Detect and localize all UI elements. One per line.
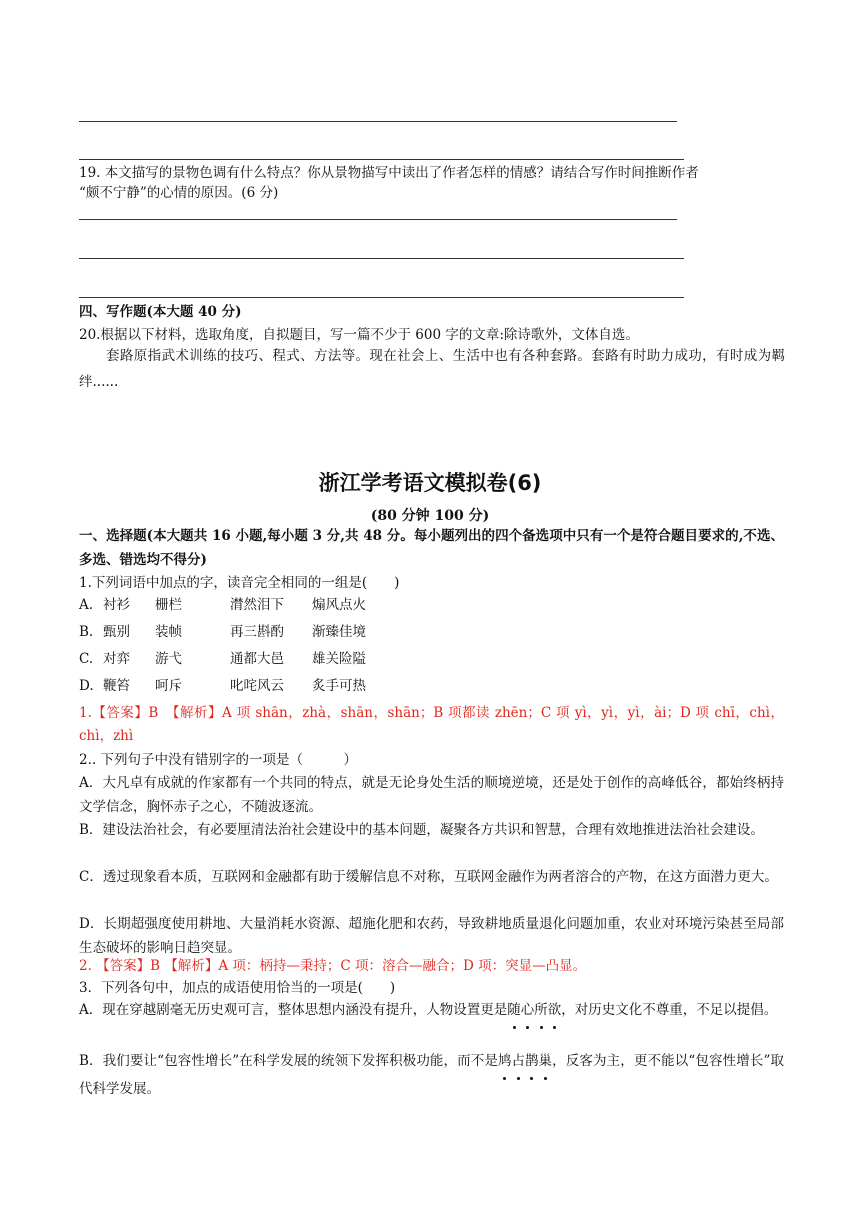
answer-line <box>79 297 684 298</box>
question-19-line-2: “颇不宁静”的心情的原因。(6 分) <box>79 185 279 201</box>
answer-line <box>79 121 677 122</box>
dotted-idiom <box>507 1002 561 1018</box>
option-word: 游弋 <box>155 651 182 667</box>
option-word: 渐臻佳境 <box>312 624 366 640</box>
question-2-stem: 2.. 下列句子中没有错别字的一项是（ ） <box>79 752 357 768</box>
option-label: B. <box>79 624 94 640</box>
emphasis-char: 鹊 <box>525 1047 539 1075</box>
exam-title: 浙江学考语文模拟卷(6) <box>318 471 542 495</box>
option-word: 雄关险隘 <box>312 651 366 667</box>
emphasis-char: 巢 <box>539 1047 553 1075</box>
option-text: ，反客为主，更不能以“包容性增长”取代科学发展。 <box>79 1053 784 1097</box>
question-2-option-b: B．建设法治社会，有必要厘清法治社会建设中的基本问题，凝聚各方共识和智慧，合理有效地推进法治社会建设。 <box>79 822 764 838</box>
option-word: 再三斟酌 <box>230 624 284 640</box>
section-1-heading: 一、选择题(本大题共 16 小题,每小题 3 分,共 48 分。每小题列出的四个备选项中只有一个是符合题目要求的,不选、多选、错选均不得分) <box>79 528 784 568</box>
option-text: ，对历史文化不尊重，不足以提倡。 <box>561 1002 778 1018</box>
option-label: D. <box>79 678 94 694</box>
question-3-stem: 3．下列各句中，加点的成语使用恰当的一项是( ) <box>79 980 396 996</box>
emphasis-char: 所 <box>534 996 548 1024</box>
option-word: 炙手可热 <box>312 678 366 694</box>
option-text: B．我们要让“包容性增长”在科学发展的统领下发挥积极功能，而不是 <box>79 1053 499 1069</box>
emphasis-char: 欲 <box>548 996 562 1024</box>
emphasis-char: 随 <box>507 996 521 1024</box>
option-word: 装帧 <box>155 624 182 640</box>
answer-line <box>79 258 684 259</box>
question-2-option-c: C．透过现象看本质，互联网和金融都有助于缓解信息不对称，互联网金融作为两者溶合的产物，在这方面潜力更大。 <box>79 869 778 885</box>
question-19-line-1: 19. 本文描写的景物色调有什么特点？你从景物描写中读出了作者怎样的情感？请结合写作时间推断作者 <box>79 165 699 181</box>
option-word: 呵斥 <box>155 678 182 694</box>
exam-subtitle: (80 分钟 100 分) <box>370 508 490 524</box>
option-word: 煽风点火 <box>312 597 366 613</box>
option-label: A. <box>79 597 94 613</box>
option-word: 叱咤风云 <box>230 678 284 694</box>
question-1-answer: 1.【答案】B 【解析】A 项 shān，zhà，shān，shān；B 项都读 zhēn；C 项 yì，yì，yì，ài；D 项 chī，chì，chì，zhì <box>79 705 784 744</box>
option-word: 潸然泪下 <box>230 597 284 613</box>
emphasis-char: 心 <box>521 996 535 1024</box>
question-2-option-d: D．长期超强度使用耕地、大量消耗水资源、超施化肥和农药，导致耕地质量退化问题加重，农业对环境污染甚至局部生态破坏的影响日趋突显。 <box>79 916 784 956</box>
answer-line <box>79 219 677 220</box>
option-text: A．现在穿越剧毫无历史观可言，整体思想内涵没有提升，人物设置更是 <box>79 1002 508 1018</box>
option-label: C. <box>79 651 94 667</box>
section-4-heading: 四、写作题(本大题 40 分) <box>79 304 242 320</box>
option-word: 衬衫 <box>103 597 130 613</box>
emphasis-char: 鸠 <box>498 1047 512 1075</box>
option-word: 通都大邑 <box>230 651 284 667</box>
question-1-stem: 1.下列词语中加点的字，读音完全相同的一组是( ) <box>79 575 400 591</box>
question-20: 20.根据以下材料，选取角度，自拟题目，写一篇不少于 600 字的文章:除诗歌外，文体自选。 <box>79 327 639 343</box>
option-word: 对弈 <box>103 651 130 667</box>
question-20-material: 套路原指武术训练的技巧、程式、方法等。现在社会上、生活中也有各种套路。套路有时助力成功，有时成为羁绊...... <box>79 348 785 390</box>
answer-line <box>79 159 684 160</box>
option-word: 栅栏 <box>155 597 182 613</box>
option-word: 鞭笞 <box>103 678 130 694</box>
option-word: 甄别 <box>103 624 130 640</box>
dotted-idiom <box>498 1053 552 1069</box>
question-2-answer: 2. 【答案】B 【解析】A 项：柄持—秉持；C 项：溶合—融合；D 项：突显—凸显。 <box>79 958 587 974</box>
question-2-option-a: A．大凡卓有成就的作家都有一个共同的特点，就是无论身处生活的顺境逆境，还是处于创作的高峰低谷，都始终柄持文学信念，胸怀赤子之心，不随波逐流。 <box>79 775 784 815</box>
emphasis-char: 占 <box>512 1047 526 1075</box>
question-3-option-b <box>79 1047 784 1103</box>
question-3-option-a <box>79 996 784 1024</box>
